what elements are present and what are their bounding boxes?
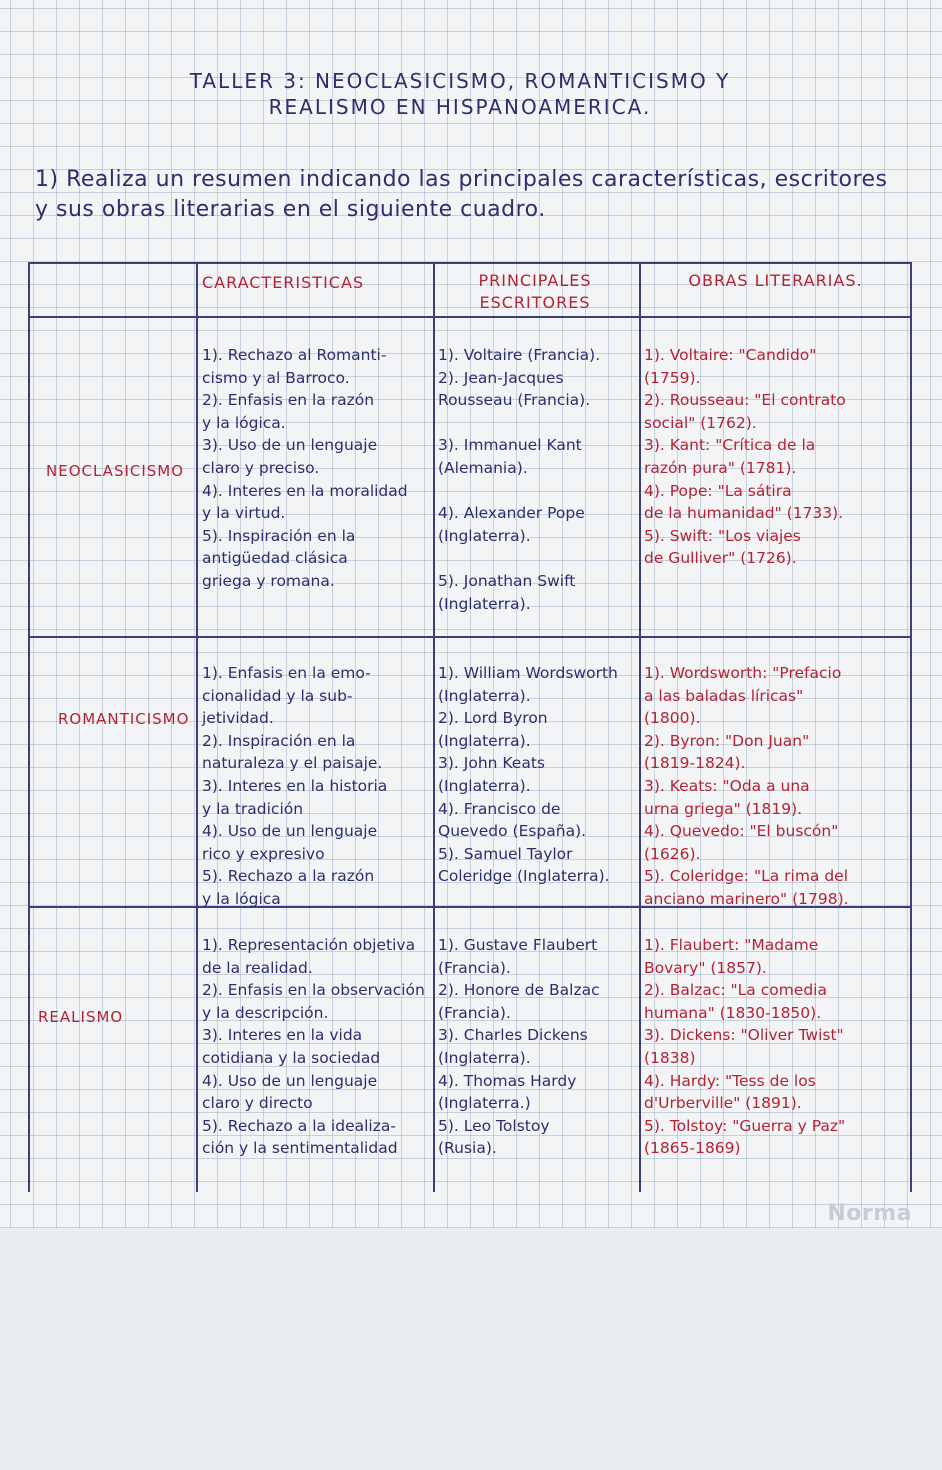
row-label-neoclasicismo: NEOCLASICISMO: [46, 462, 185, 480]
cell-romanticismo-caracteristicas: 1). Enfasis en la emo- cionalidad y la sub- jetividad. 2). Inspiración en la naturaleza y el paisaje. 3). Interes en la historia y la tradición 4). Uso de un lenguaje rico y expresivo 5). Rechazo a la razón y la lógica: [202, 664, 388, 908]
column-divider-1: [196, 262, 198, 1192]
instruction-text: 1) Realiza un resumen indicando las principales características, escritores y sus obras literarias en el siguiente cuadro.: [35, 167, 888, 222]
cell-neoclasicismo-caracteristicas: 1). Rechazo al Romanti- cismo y al Barroco. 2). Enfasis en la razón y la lógica. 3). Uso de un lenguaje claro y preciso. 4). Interes en la moralidad y la virtud. 5). Inspiración en la antigüedad clásica griega y romana.: [202, 346, 408, 590]
cell-neoclasicismo-escritores: 1). Voltaire (Francia). 2). Jean-Jacques Rousseau (Francia). 3). Immanuel Kant (Alemania). 4). Alexander Pope (Inglaterra). 5). Jonathan Swift (Inglaterra).: [438, 346, 601, 613]
header-obras: OBRAS LITERARIAS.: [688, 271, 863, 290]
table-right-border: [910, 262, 912, 1192]
row-label-romanticismo: ROMANTICISMO: [58, 710, 190, 728]
cell-realismo-obras: 1). Flaubert: "Madame Bovary" (1857). 2). Balzac: "La comedia humana" (1830-1850). 3). Dickens: "Oliver Twist" (1838) 4). Hardy: "Tess de los d'Urberville" (1891). 5). Tolstoy: "Guerra y Paz" (1865-1869): [644, 936, 846, 1158]
cell-romanticismo-obras: 1). Wordsworth: "Prefacio a las baladas líricas" (1800). 2). Byron: "Don Juan" (1819-1824). 3). Keats: "Oda a una urna griega" (1819). 4). Quevedo: "El buscón" (1626). 5). Coleridge: "La rima del anciano marinero" (1798).: [644, 664, 849, 908]
page-title: [140, 68, 780, 120]
cell-realismo-caracteristicas: 1). Representación objetiva de la realidad. 2). Enfasis en la observación y la descripción. 3). Interes en la vida cotidiana y la sociedad 4). Uso de un lenguaje claro y directo 5). Rechazo a la idealiza- ción y la sentimentalidad: [202, 936, 425, 1158]
row-label-realismo: REALISMO: [38, 1008, 124, 1026]
column-divider-3: [639, 262, 641, 1192]
table-left-border: [28, 262, 30, 1192]
row-divider-1: [28, 636, 912, 638]
summary-table: [28, 262, 912, 1470]
column-divider-2: [433, 262, 435, 1192]
title-line-2: REALISMO EN HISPANOAMERICA.: [268, 95, 652, 119]
header-divider: [28, 316, 912, 318]
cell-neoclasicismo-obras: 1). Voltaire: "Candido" (1759). 2). Rousseau: "El contrato social" (1762). 3). Kant: "Crítica de la razón pura" (1781). 4). Pope: "La sátira de la humanidad" (1733). 5). Swift: "Los viajes de Gulliver" (1726).: [644, 346, 846, 568]
brand-watermark: Norma: [827, 1201, 912, 1226]
header-escritores: PRINCIPALES ESCRITORES: [478, 271, 592, 312]
title-line-1: TALLER 3: NEOCLASICISMO, ROMANTICISMO Y: [189, 69, 731, 93]
cell-romanticismo-escritores: 1). William Wordsworth (Inglaterra). 2). Lord Byron (Inglaterra). 3). John Keats (Inglaterra). 4). Francisco de Quevedo (España). 5). Samuel Taylor Coleridge (Inglaterra).: [438, 664, 618, 886]
table-top-border: [28, 262, 912, 264]
header-caracteristicas: CARACTERISTICAS: [202, 273, 365, 292]
cell-realismo-escritores: 1). Gustave Flaubert (Francia). 2). Honore de Balzac (Francia). 3). Charles Dickens (Inglaterra). 4). Thomas Hardy (Inglaterra.) 5). Leo Tolstoy (Rusia).: [438, 936, 600, 1158]
